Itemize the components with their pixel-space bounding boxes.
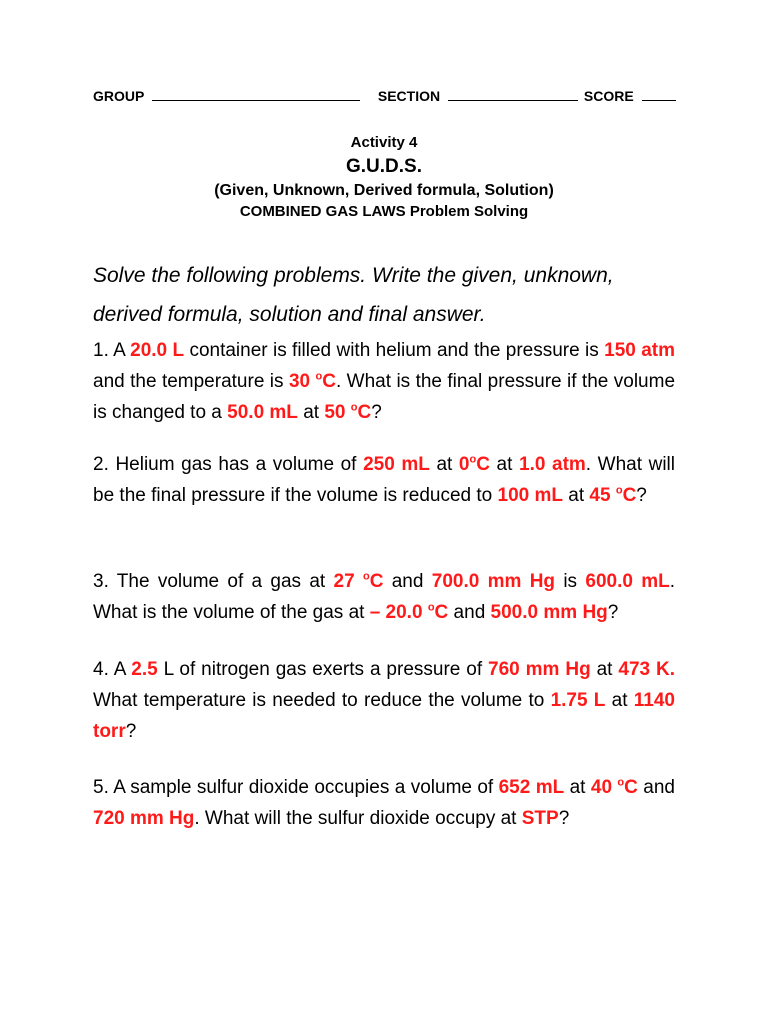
problem-text: ? <box>125 721 137 742</box>
acronym-title: G.U.D.S. <box>345 156 422 177</box>
section-label: SECTION <box>377 88 441 104</box>
section-blank[interactable] <box>448 88 578 101</box>
instructions: Solve the following problems. Write the given, unknown, derived formula, solution and final answer. <box>93 264 614 326</box>
highlighted-value: C <box>476 454 490 475</box>
highlighted-value: 720 mm Hg <box>93 808 195 829</box>
highlighted-value: STP <box>521 808 559 829</box>
highlighted-value: 1140 torr <box>93 690 675 742</box>
problem-text: at <box>590 659 619 680</box>
problem-text: and the temperature is <box>93 371 289 392</box>
problem-text: 4. A <box>93 659 132 680</box>
highlighted-value: C <box>322 371 336 392</box>
highlighted-value: 1.0 atm <box>519 454 586 475</box>
problem-text: 1. A <box>93 340 131 361</box>
title-block <box>0 132 768 222</box>
acronym-expansion: (Given, Unknown, Derived formula, Solution) <box>214 182 554 199</box>
highlighted-value: 50.0 mL <box>227 402 298 423</box>
highlighted-value: C <box>624 777 638 798</box>
highlighted-value: 760 mm Hg <box>488 659 591 680</box>
topic-title: COMBINED GAS LAWS Problem Solving <box>239 203 529 220</box>
highlighted-value: 40 <box>590 777 618 798</box>
problem-text: . What will be the final pressure if the volume is reduced to <box>93 454 675 506</box>
problem-text: is <box>555 571 586 592</box>
highlighted-value: C <box>357 402 372 423</box>
section-field <box>378 88 578 104</box>
problem-text: 5. A sample sulfur dioxide occupies a volume of <box>93 777 499 798</box>
highlighted-value: 45 <box>589 485 616 506</box>
highlighted-value: 600.0 mL <box>585 571 670 592</box>
problem-text: and <box>448 602 491 623</box>
problem-2 <box>93 449 675 511</box>
problem-text: What temperature is needed to reduce the volume to <box>93 690 551 711</box>
highlighted-value: 100 mL <box>497 485 563 506</box>
problem-text: at <box>605 690 634 711</box>
problem-4 <box>93 654 675 747</box>
highlighted-value: 473 K. <box>618 659 675 680</box>
problem-text: at <box>429 454 459 475</box>
highlighted-value: 50 <box>324 402 351 423</box>
problem-text: 3. The volume of a gas at <box>93 571 334 592</box>
highlighted-value: o <box>469 453 477 466</box>
score-field <box>584 88 676 104</box>
highlighted-value: o <box>350 401 358 414</box>
highlighted-value: o <box>315 370 323 383</box>
highlighted-value: – 20.0 <box>369 602 428 623</box>
problem-text: . What is the final pressure if the volume is changed to a <box>93 371 676 423</box>
problem-text: ? <box>636 485 647 506</box>
problem-text: ? <box>607 602 619 623</box>
highlighted-value: C <box>434 602 449 623</box>
activity-title: Activity 4 <box>350 134 418 151</box>
highlighted-value: 0 <box>458 454 470 475</box>
group-field <box>93 88 360 104</box>
highlighted-value: o <box>427 601 435 614</box>
highlighted-value: 150 atm <box>604 340 675 361</box>
highlighted-value: o <box>617 776 625 789</box>
highlighted-value: 652 mL <box>498 777 565 798</box>
group-label: GROUP <box>93 88 145 104</box>
highlighted-value: C <box>622 485 637 506</box>
highlighted-value: 700.0 mm Hg <box>431 571 556 592</box>
problem-text: at <box>297 402 325 423</box>
highlighted-value: 1.75 L <box>550 690 606 711</box>
highlighted-value: 500.0 mm Hg <box>490 602 608 623</box>
highlighted-value: 30 <box>288 371 316 392</box>
highlighted-value: 250 mL <box>363 454 430 475</box>
problem-3 <box>93 566 675 628</box>
problem-1 <box>93 335 675 428</box>
problem-text: 2. Helium gas has a volume of <box>93 454 364 475</box>
problem-text: . What will the sulfur dioxide occupy at <box>194 808 522 829</box>
problem-text: and <box>637 777 675 798</box>
problem-text: at <box>489 454 519 475</box>
problem-text: . What is the volume of the gas at <box>93 571 676 623</box>
highlighted-value: 2.5 <box>131 659 158 680</box>
highlighted-value: o <box>615 484 623 497</box>
problem-5 <box>93 772 675 834</box>
group-blank[interactable] <box>152 88 360 101</box>
score-label: SCORE <box>583 88 634 104</box>
highlighted-value: o <box>362 570 370 583</box>
problem-text: at <box>564 777 591 798</box>
highlighted-value: C <box>369 571 384 592</box>
problem-text: ? <box>371 402 382 423</box>
problem-text: ? <box>558 808 570 829</box>
header-fields <box>93 88 676 104</box>
problem-text: and <box>383 571 432 592</box>
score-blank[interactable] <box>642 88 676 101</box>
highlighted-value: 20.0 L <box>130 340 185 361</box>
problem-text: container is filled with helium and the pressure is <box>184 340 605 361</box>
problem-text: at <box>563 485 590 506</box>
highlighted-value: 27 <box>333 571 363 592</box>
problem-text: L of nitrogen gas exerts a pressure of <box>157 659 489 680</box>
